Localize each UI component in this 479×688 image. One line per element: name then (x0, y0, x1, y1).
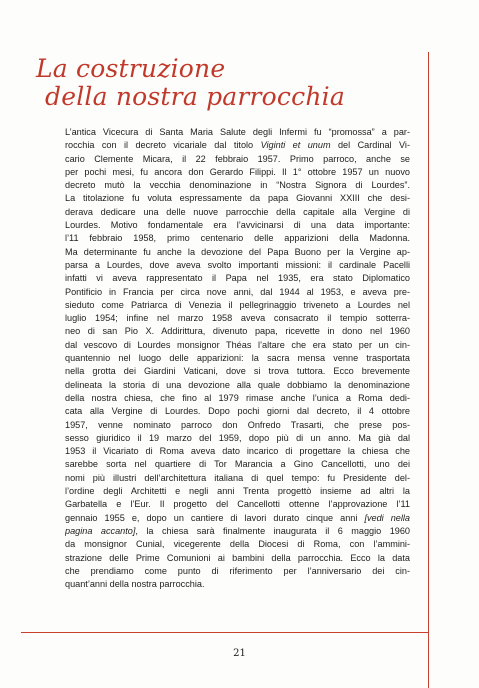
text-line (65, 179, 410, 192)
page-title (36, 55, 416, 111)
text-run: neo di san Pio X. Addirittura, divenuto papa, ricevette in dono nel 1960 (65, 326, 410, 337)
text-line (65, 259, 410, 272)
text-run: parsa a Lourdes, dove aveva svolto importanti missioni: il cardinale Pacelli (65, 259, 410, 270)
text-line (65, 232, 410, 245)
text-run: cata alla Vergine di Lourdes. Dopo pochi giorni dal decreto, il 4 ottobre (65, 406, 410, 417)
text-run: quantennio nel luogo delle apparizioni: la sacra mensa venne trasportata (65, 353, 410, 364)
text-run: quant’anni della nostra parrocchia. (65, 579, 205, 590)
text-run: nomi più illustri dell’architettura italiana di quel tempo: fu Presidente del- (65, 472, 410, 483)
text-run: per pochi mesi, fu ancora don Gerardo Filippi. Il 1° ottobre 1957 un nuovo (65, 166, 410, 177)
text-run: cario Clemente Micara, il 22 febbraio 1957. Primo parroco, anche se (65, 153, 410, 164)
text-line (65, 272, 410, 285)
text-line (65, 472, 410, 485)
margin-rule-right (428, 52, 429, 688)
text-line (65, 139, 410, 152)
italic-text-run: pagina accanto] (65, 525, 136, 536)
text-line (65, 379, 410, 392)
text-run: l’11 febbraio 1958, primo centenario delle apparizioni della Madonna. (65, 233, 410, 244)
text-line (65, 392, 410, 405)
text-line (65, 246, 410, 259)
text-run: nella grotta dei Giardini Vaticani, dove si trova tuttora. Ecco brevemente (65, 366, 410, 377)
text-line (65, 153, 410, 166)
title-line-2: della nostra parrocchia (45, 82, 345, 111)
margin-rule-bottom (21, 632, 428, 633)
text-line (65, 352, 410, 365)
text-line (65, 498, 410, 511)
text-run: Pontificio in Francia per circa nove anni, dal 1944 al 1953, e aveva pre- (65, 286, 410, 297)
text-run: luglio 1954; infine nel marzo 1958 aveva consacrato il tempio sotterra- (65, 313, 410, 324)
text-line (65, 192, 410, 205)
text-run: strazione delle Prime Comunioni ai bambini della parrocchia. Ecco la data (65, 552, 410, 563)
text-line (65, 552, 410, 565)
text-line (65, 578, 410, 591)
text-line (65, 538, 410, 551)
italic-text-run: [vedi nella (364, 512, 410, 523)
text-line (65, 312, 410, 325)
text-run: decreto mutò la vecchia denominazione in “Nostra Signora di Lourdes”. (65, 180, 410, 191)
text-run: Ma determinante fu anche la devozione del Papa Buono per la Vergine ap- (65, 246, 410, 257)
text-line (65, 485, 410, 498)
title-line-1: La costruzione (36, 54, 226, 83)
text-line (65, 286, 410, 299)
text-run: 1953 il Vicariato di Roma aveva dato incarico di progettare la chiesa che (65, 446, 410, 457)
text-line (65, 565, 410, 578)
text-line (65, 445, 410, 458)
text-line (65, 432, 410, 445)
page-number: 21 (233, 648, 246, 659)
text-run: Lourdes. Motivo fondamentale era l’avvicinarsi di una data importante: (65, 220, 410, 231)
text-run: da monsignor Cunial, vicegerente della Diocesi di Roma, con l’ammini- (65, 539, 410, 550)
text-line (65, 219, 410, 232)
text-run: , la chiesa sarà finalmente inaugurata il 6 maggio 1960 (135, 525, 410, 536)
text-line (65, 339, 410, 352)
text-line (65, 206, 410, 219)
text-run: sesso giuridico il 19 marzo del 1959, dopo più di un anno. Ma già dal (65, 432, 410, 443)
text-line (65, 126, 410, 139)
text-run: delineata la storia di una devozione alla quale dobbiamo la denominazione (65, 379, 410, 390)
text-run: della nostra chiesa, che fino al 1979 rimase anche l’unica a Roma dedi- (65, 392, 410, 403)
text-run: Garbatella e l’Eur. Il progetto del Cancellotti ottenne l’approvazione l’11 (65, 499, 410, 510)
italic-text-run: Viginti et unum (260, 140, 331, 151)
text-run: La titolazione fu voluta espressamente da papa Giovanni XXIII che desi- (65, 193, 410, 204)
text-run: derava dedicare una delle nuove parrocchie della capitale alla Vergine di (65, 206, 410, 217)
text-run: che prendiamo come punto di riferimento per l’anniversario dei cin- (65, 565, 410, 576)
text-line (65, 299, 410, 312)
text-line (65, 458, 410, 471)
text-line (65, 325, 410, 338)
text-run: del Cardinal Vi- (330, 140, 410, 151)
text-run: sarebbe sorta nel quartiere di Tor Marancia a Gino Cancellotti, uno dei (65, 459, 410, 470)
article-body (65, 126, 410, 591)
text-line (65, 405, 410, 418)
text-run: l’ordine degli Architetti e negli anni Trenta progettò insieme ad altri la (65, 486, 410, 497)
text-run: gennaio 1955 e, dopo un cantiere di lavori durato cinque anni (65, 512, 365, 523)
text-run: L’antica Vicecura di Santa Maria Salute degli Infermi fu “promossa” a par- (65, 127, 410, 137)
text-run: sieduto come Patriarca di Venezia il pellegrinaggio triveneto a Lourdes nel (65, 299, 410, 310)
text-line (65, 166, 410, 179)
text-line (65, 512, 410, 525)
text-run: rocchia con il decreto vicariale dal titolo (65, 140, 261, 151)
text-run: infatti vi aveva rappresentato il Papa nel 1935, era stato Diplomatico (65, 273, 410, 284)
text-run: dal vescovo di Lourdes monsignor Théas l’altare che era stato per un cin- (65, 339, 410, 350)
text-line (65, 419, 410, 432)
text-line (65, 525, 410, 538)
text-run: 1957, venne nominato parroco don Onfredo Trasarti, che prese pos- (65, 419, 410, 430)
text-line (65, 365, 410, 378)
